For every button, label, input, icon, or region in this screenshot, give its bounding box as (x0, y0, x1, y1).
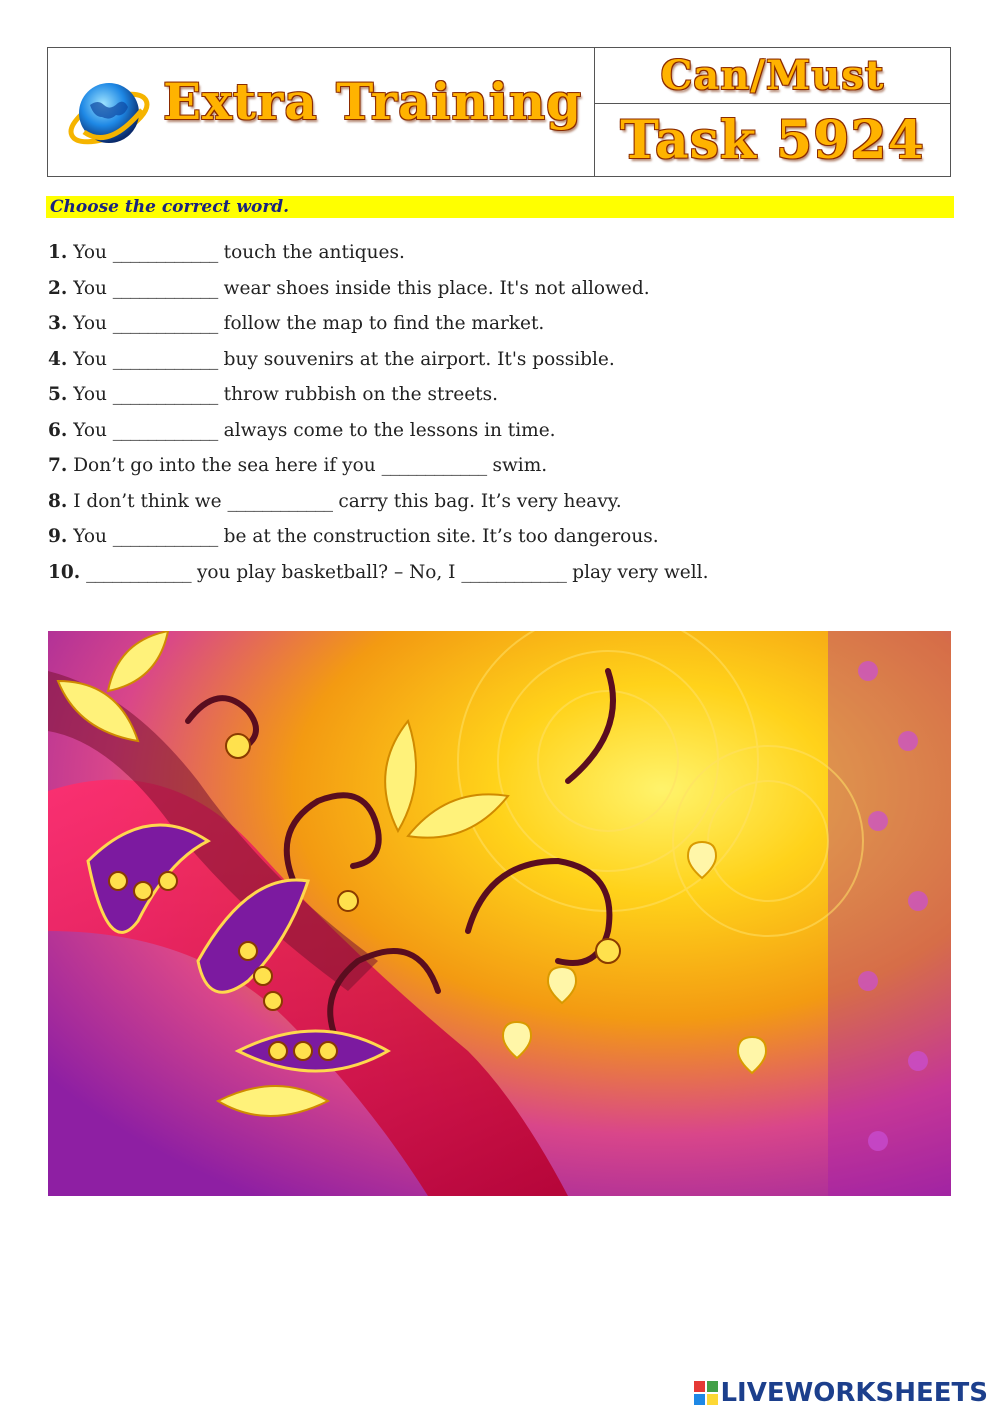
answer-blank[interactable]: ____________ (112, 313, 218, 334)
answer-blank[interactable]: ____________ (86, 561, 192, 583)
globe-icon (66, 70, 152, 156)
question-list (48, 240, 948, 595)
liveworksheets-logo (694, 1378, 988, 1408)
question-item: 3. You ____________ follow the map to find the market. (48, 313, 545, 334)
answer-blank[interactable]: ____________ (112, 277, 218, 299)
header-title-cell (48, 48, 595, 176)
answer-blank[interactable]: ____________ (461, 561, 567, 583)
liveworksheets-logo-icon (694, 1381, 718, 1405)
question-item: 1. You ____________ touch the antiques. (48, 242, 405, 263)
question-item: 4. You ____________ buy souvenirs at the airport. It's possible. (48, 348, 615, 370)
answer-blank[interactable]: ____________ (112, 526, 218, 547)
answer-blank[interactable]: ____________ (112, 419, 218, 441)
answer-blank[interactable]: ____________ (112, 348, 218, 370)
question-item: 8. I don’t think we ____________ carry this bag. It’s very heavy. (48, 490, 622, 512)
question-item: 6. You ____________ always come to the lessons in time. (48, 419, 556, 441)
question-item: 7. Don’t go into the sea here if you ____________ swim. (48, 455, 548, 476)
answer-blank[interactable]: ____________ (112, 242, 218, 263)
question-item: 10. ____________ you play basketball? – No, I ____________ play very well. (48, 561, 709, 583)
worksheet-title: Extra Training (163, 72, 583, 131)
answer-blank[interactable]: ____________ (112, 384, 218, 405)
question-item: 9. You ____________ be at the construction site. It’s too dangerous. (48, 526, 659, 547)
instruction-banner: Choose the correct word. (46, 196, 954, 218)
topic-label: Can/Must (660, 52, 885, 99)
question-item: 2. You ____________ wear shoes inside this place. It's not allowed. (48, 277, 650, 299)
answer-blank[interactable]: ____________ (381, 455, 487, 476)
question-item: 5. You ____________ throw rubbish on the streets. (48, 384, 498, 405)
answer-blank[interactable]: ____________ (227, 490, 333, 512)
header-topic-cell (595, 48, 950, 176)
decorative-floral-image (48, 631, 951, 1196)
task-number: Task 5924 (620, 109, 925, 171)
worksheet-header (47, 47, 951, 177)
liveworksheets-logo-text: LIVEWORKSHEETS (720, 1378, 988, 1408)
